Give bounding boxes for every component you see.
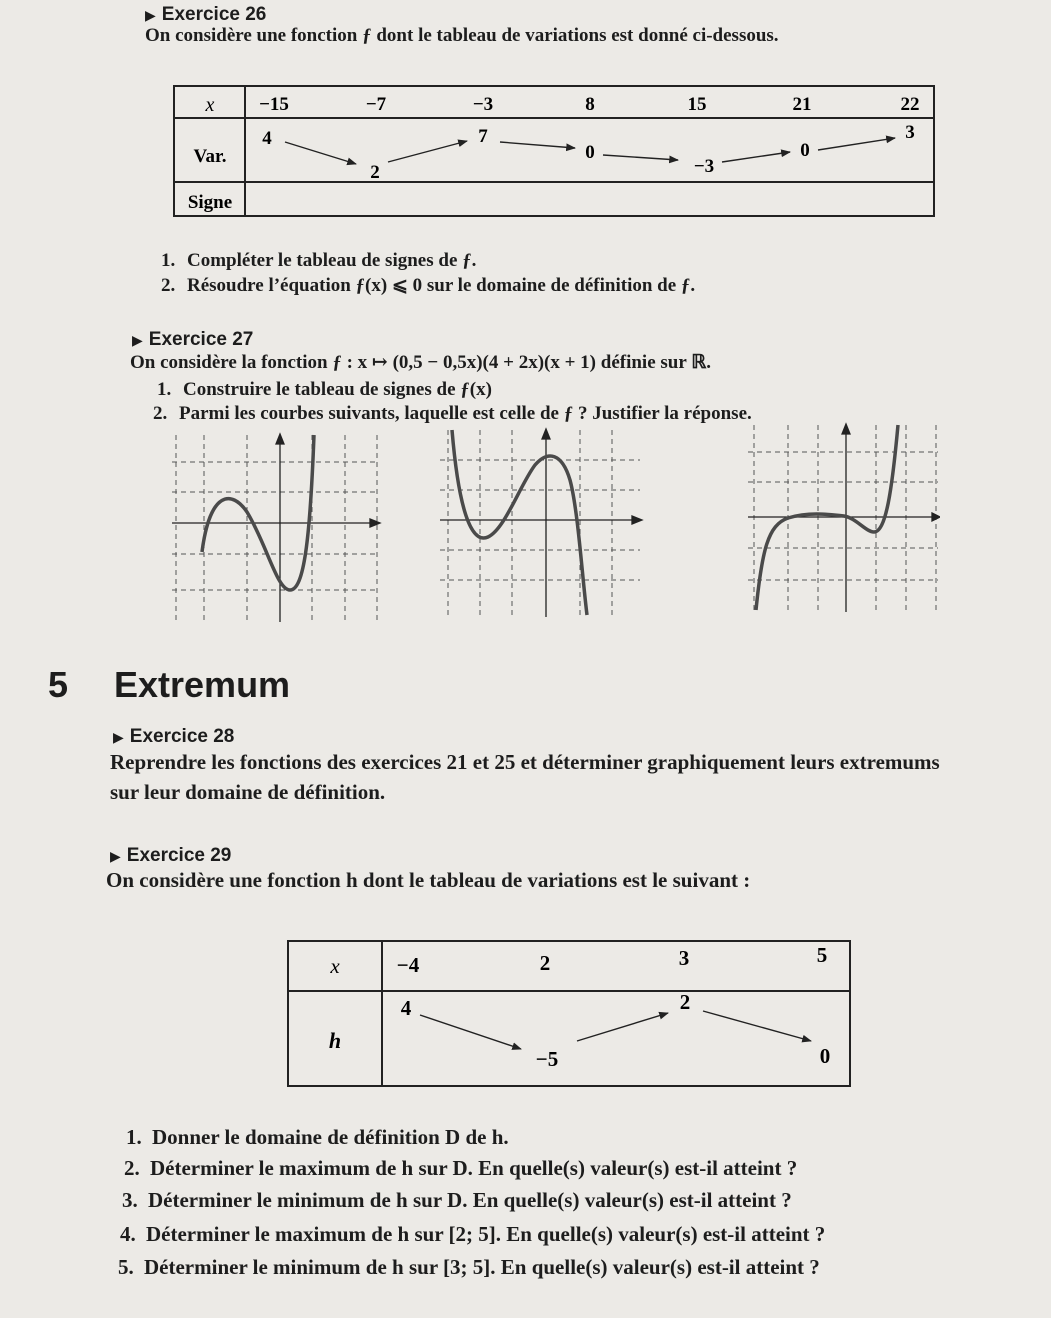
- decrease-arrow-icon: [420, 1015, 521, 1049]
- x-value: 8: [585, 94, 595, 115]
- increase-arrow-icon: [577, 1013, 668, 1041]
- h-value: 0: [819, 1044, 831, 1068]
- x-value: 21: [792, 94, 812, 115]
- axis-arrow-icon: [542, 429, 550, 439]
- ex29-question-1: 1. Donner le domaine de définition D de h.: [126, 1125, 509, 1149]
- triangle-bullet-icon: ▶: [113, 729, 124, 745]
- section-heading: [48, 664, 290, 706]
- exercise-26-intro: On considère une fonction ƒ dont le tableau de variations est donné ci-dessous.: [145, 25, 779, 46]
- x-value: 3: [678, 946, 690, 970]
- variation-table-h: [285, 935, 855, 1091]
- ex26-question-1: 1. Compléter le tableau de signes de ƒ.: [161, 250, 477, 271]
- exercise-28-heading: [113, 726, 234, 748]
- axis-arrow-icon: [842, 424, 850, 434]
- table-frame: [288, 941, 850, 1086]
- axis-arrow-icon: [276, 434, 284, 444]
- increase-arrow-icon: [388, 141, 467, 162]
- h-value: 4: [400, 996, 412, 1020]
- ex27-question-2: 2. Parmi les courbes suivants, laquelle est celle de ƒ ? Justifier la réponse.: [153, 403, 752, 424]
- var-value: 0: [585, 142, 595, 163]
- var-value: −3: [693, 156, 715, 177]
- exercise-26-heading: [145, 4, 266, 26]
- x-value: −3: [472, 94, 494, 115]
- increase-arrow-icon: [818, 138, 895, 150]
- section-number: 5: [48, 664, 69, 705]
- increase-arrow-icon: [722, 152, 790, 162]
- exercise-28-title: Exercice 28: [129, 726, 235, 747]
- exercise-29-title: Exercice 29: [126, 845, 232, 866]
- ex29-question-4: 4. Déterminer le maximum de h sur [2; 5]. En quelle(s) valeur(s) est-il atteint ?: [120, 1222, 826, 1246]
- x-value: −4: [396, 953, 420, 977]
- x-value: 2: [539, 951, 551, 975]
- exercise-27-title: Exercice 27: [148, 329, 254, 350]
- x-label: x: [205, 94, 215, 116]
- exercise-28-line-1: Reprendre les fonctions des exercices 21 et 25 et déterminer graphiquement leurs extremums: [110, 750, 940, 774]
- curve-graph-3: [748, 420, 940, 615]
- exercise-29-intro: On considère une fonction h dont le tableau de variations est le suivant :: [106, 868, 751, 892]
- decrease-arrow-icon: [285, 142, 356, 164]
- x-value: 15: [687, 94, 707, 115]
- x-value: −7: [365, 94, 387, 115]
- var-value: 2: [370, 162, 380, 183]
- triangle-bullet-icon: ▶: [132, 332, 143, 348]
- exercise-26-title: Exercice 26: [161, 4, 267, 25]
- decrease-arrow-icon: [703, 1011, 811, 1041]
- axis-arrow-icon: [370, 519, 380, 527]
- var-label: Var.: [193, 146, 227, 167]
- axis-arrow-icon: [632, 516, 642, 524]
- ex26-question-2: 2. Résoudre l’équation ƒ(x) ⩽ 0 sur le domaine de définition de ƒ.: [161, 275, 696, 296]
- triangle-bullet-icon: ▶: [110, 848, 121, 864]
- triangle-bullet-icon: ▶: [145, 7, 156, 23]
- h-value: 2: [679, 990, 691, 1014]
- h-value: −5: [535, 1047, 559, 1071]
- x-value: −15: [259, 94, 289, 115]
- x-label: x: [330, 954, 340, 978]
- var-value: 0: [800, 140, 810, 161]
- variation-table-f: [170, 80, 940, 220]
- var-value: 3: [905, 122, 915, 143]
- ex29-question-5: 5. Déterminer le minimum de h sur [3; 5]. En quelle(s) valeur(s) est-il atteint ?: [118, 1255, 820, 1279]
- curve-graph-2: [440, 425, 645, 620]
- curve-graph-1: [172, 430, 382, 625]
- curve: [452, 430, 587, 615]
- x-value: 22: [900, 94, 920, 115]
- exercise-28-line-2: sur leur domaine de définition.: [110, 780, 386, 804]
- x-value: 5: [816, 943, 828, 967]
- decrease-arrow-icon: [500, 142, 575, 148]
- ex29-question-3: 3. Déterminer le minimum de h sur D. En quelle(s) valeur(s) est-il atteint ?: [122, 1188, 792, 1212]
- curve: [202, 435, 314, 590]
- sign-label: Signe: [187, 192, 233, 213]
- ex29-question-2: 2. Déterminer le maximum de h sur D. En quelle(s) valeur(s) est-il atteint ?: [124, 1156, 798, 1180]
- exercise-27-heading: [132, 329, 253, 351]
- section-title: Extremum: [114, 664, 291, 705]
- exercise-27-intro: On considère la fonction ƒ : x ↦ (0,5 − 0,5x)(4 + 2x)(x + 1) définie sur ℝ.: [130, 352, 711, 373]
- exercise-29-heading: [110, 845, 231, 867]
- h-label: h: [328, 1028, 342, 1053]
- decrease-arrow-icon: [603, 155, 678, 160]
- ex27-question-1: 1. Construire le tableau de signes de ƒ(x): [157, 379, 492, 400]
- var-value: 7: [478, 126, 488, 147]
- var-value: 4: [262, 128, 272, 149]
